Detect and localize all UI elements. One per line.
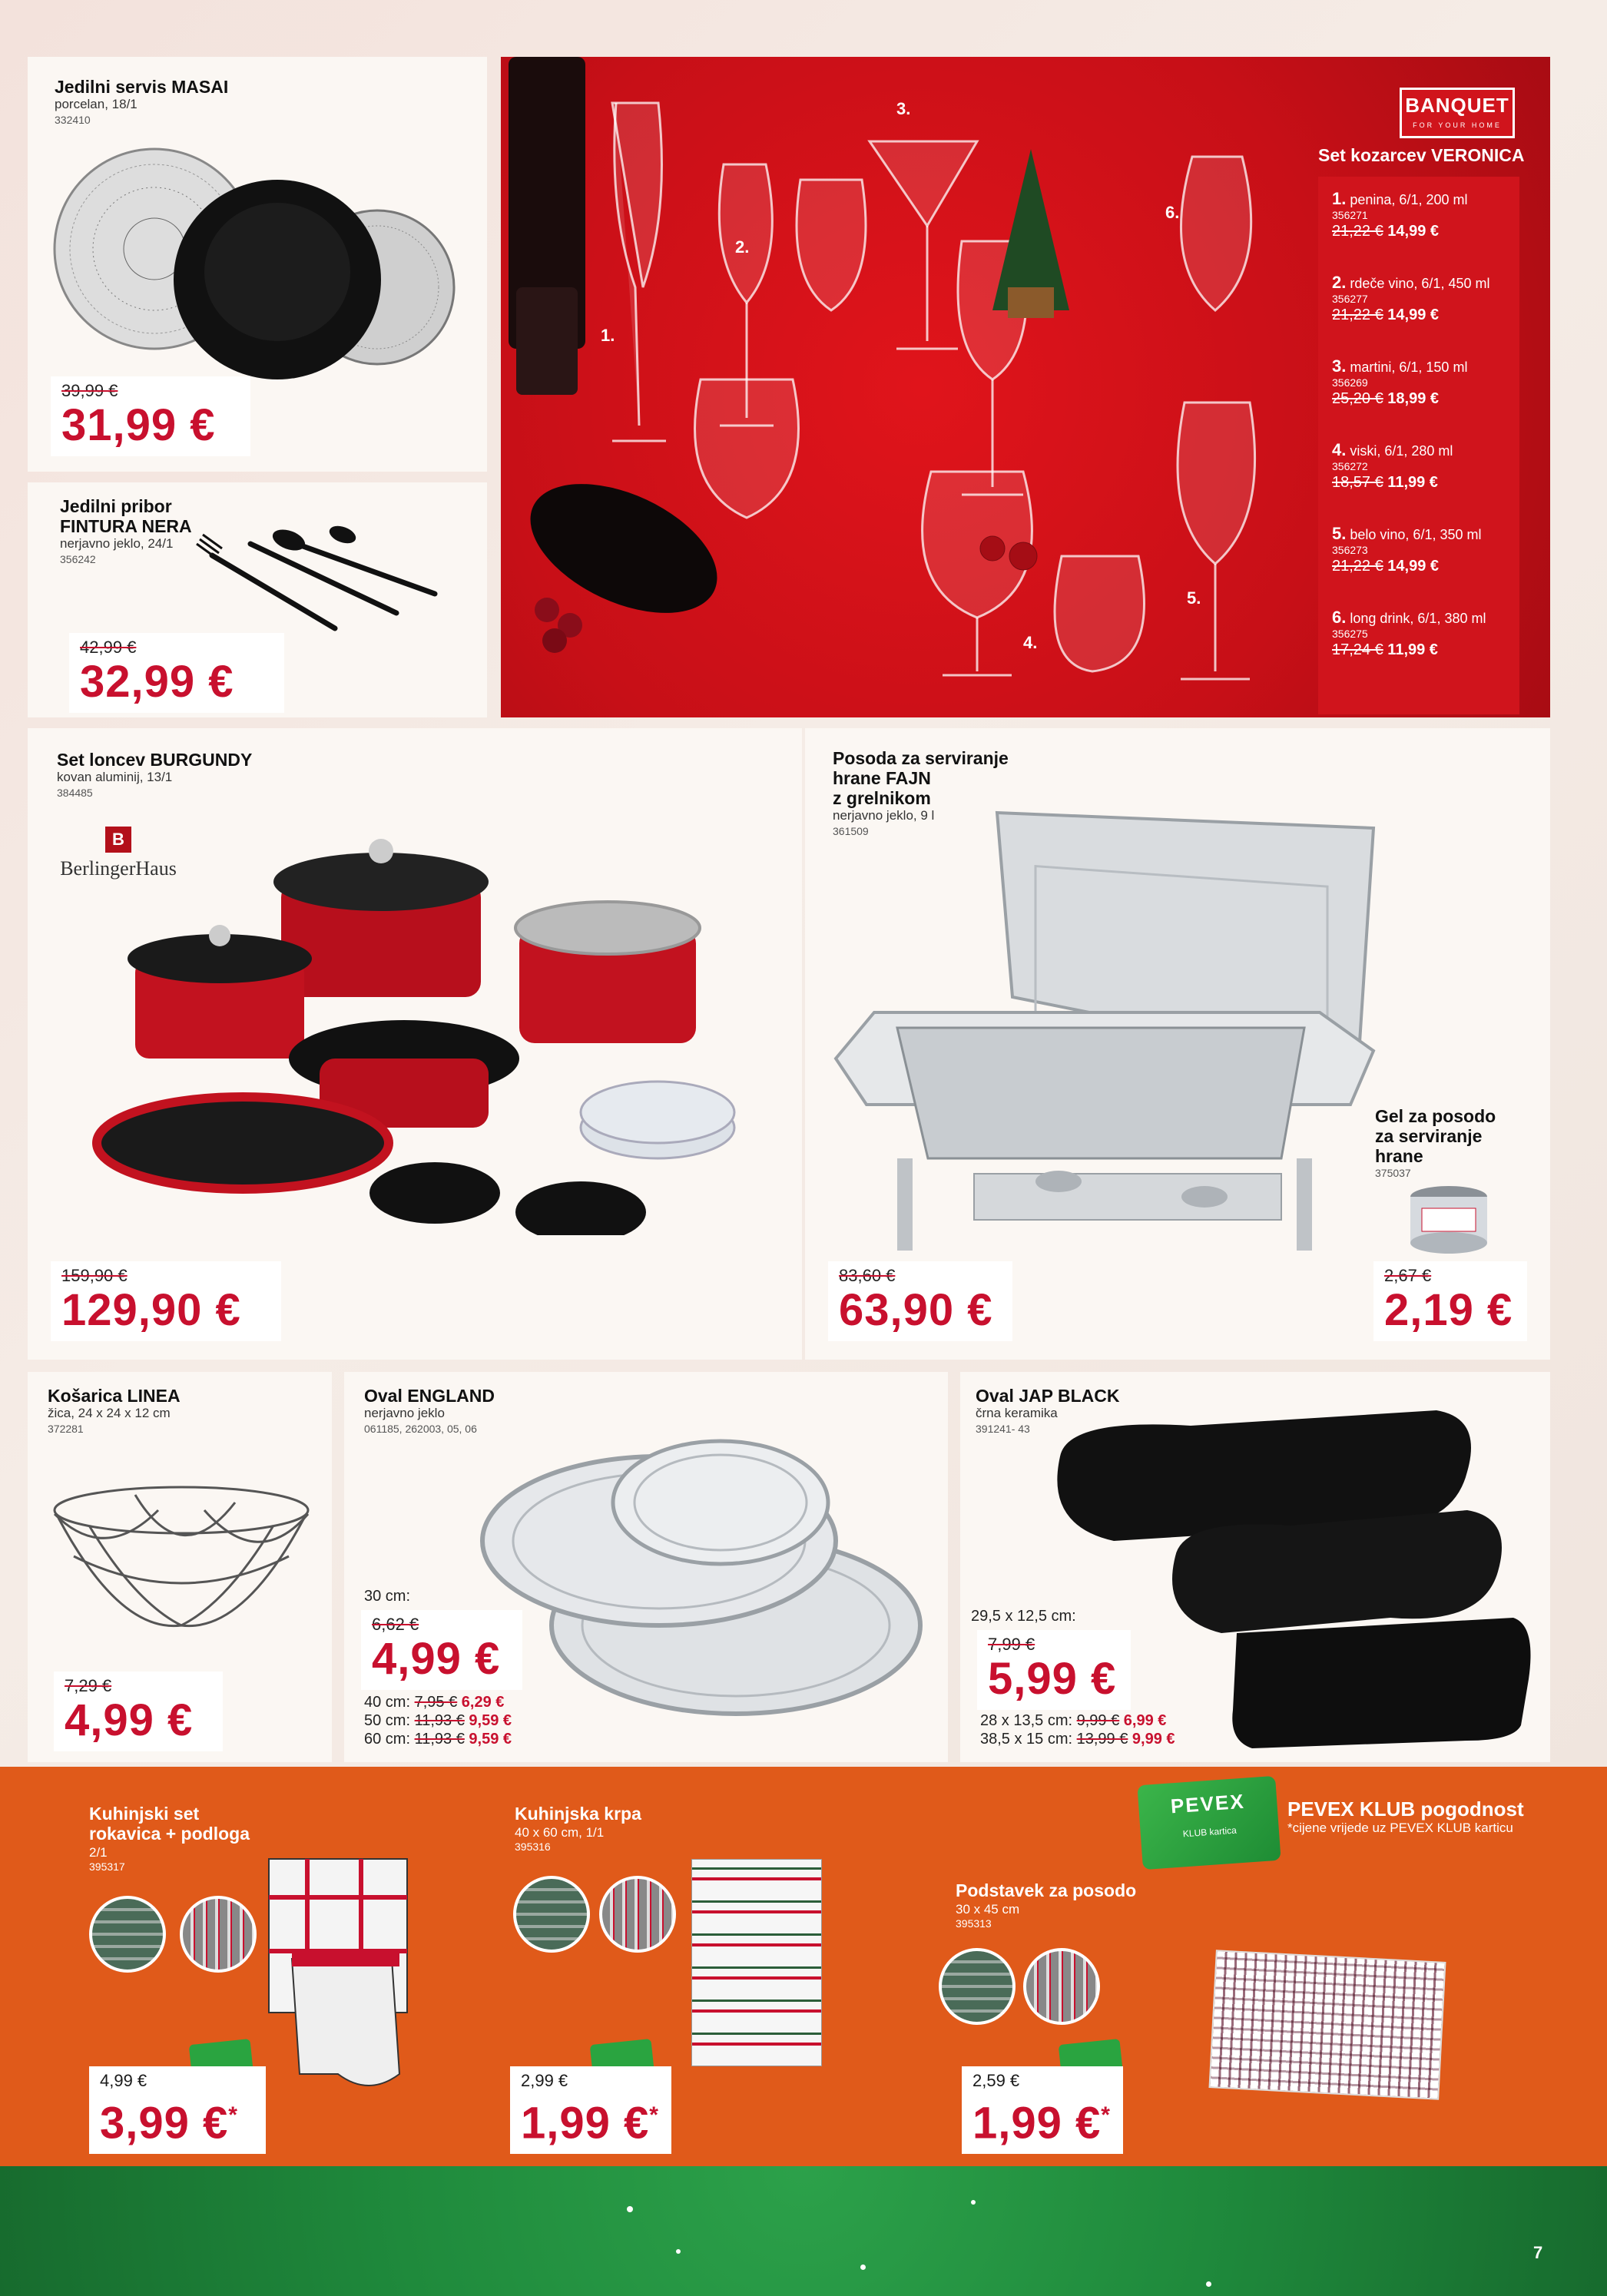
veronica-item	[1332, 191, 1467, 240]
old-price: 7,99 €	[988, 1635, 1035, 1654]
banquet-logo	[1400, 88, 1515, 138]
rokavica-title-line2: rokavica + podloga	[89, 1824, 250, 1844]
oven-mitt-image	[261, 1844, 430, 2097]
veronica-item	[1332, 442, 1453, 492]
brand-tagline: FOR YOUR HOME	[1413, 121, 1502, 129]
size: 40 cm:	[364, 1694, 411, 1711]
price-star: *	[1101, 2102, 1111, 2128]
item-new-price: 11,99 €	[1387, 641, 1438, 658]
product-sub: kovan aluminij, 13/1	[57, 770, 173, 784]
pots-image	[51, 805, 788, 1235]
size-price-list	[980, 1711, 1175, 1748]
line-new-price: 9,99 €	[1132, 1731, 1175, 1748]
club-title: PEVEX KLUB pogodnost	[1287, 1797, 1524, 1821]
item-old-price: 21,22 €	[1332, 223, 1383, 240]
old-price: 2,67 €	[1384, 1266, 1432, 1285]
placemat-image	[1208, 1950, 1446, 2099]
price-star: *	[228, 2102, 238, 2128]
item-code: 356271	[1332, 209, 1368, 221]
item-desc	[1332, 609, 1486, 627]
product-title: Set loncev BURGUNDY	[57, 750, 253, 770]
product-code: 332410	[55, 114, 91, 126]
item-old-price: 18,57 €	[1332, 474, 1383, 491]
plates-image	[39, 103, 469, 410]
photo-label-1: 1.	[601, 326, 615, 345]
product-sub: črna keramika	[976, 1406, 1058, 1420]
photo-label-6: 6.	[1165, 203, 1180, 222]
product-title-line3: z grelnikom	[833, 788, 931, 808]
veronica-item	[1332, 609, 1486, 659]
item-new-price: 11,99 €	[1387, 474, 1438, 491]
product-sub: nerjavno jeklo, 24/1	[60, 536, 174, 551]
krpa-price-box	[510, 2066, 671, 2154]
old-price: 83,60 €	[839, 1266, 896, 1285]
new-price: 129,90 €	[61, 1285, 241, 1335]
new-price: 4,99 €	[65, 1695, 194, 1745]
brand-name: BANQUET	[1405, 94, 1509, 117]
item-prices	[1332, 222, 1467, 240]
product-title: Oval JAP BLACK	[976, 1386, 1120, 1406]
size-label: 29,5 x 12,5 cm:	[971, 1608, 1076, 1625]
price-box	[51, 1261, 281, 1341]
price-box	[54, 1671, 223, 1751]
swatch-green-plaid[interactable]	[939, 1948, 1016, 2025]
wire-basket-image	[43, 1479, 320, 1633]
product-code: 356242	[60, 553, 96, 565]
rokavica-title	[89, 1804, 250, 1844]
gel-can-image	[1403, 1181, 1495, 1258]
glasses-photo	[501, 57, 1315, 717]
product-code: 372281	[48, 1423, 84, 1435]
item-text: martini, 6/1, 150 ml	[1350, 359, 1468, 375]
line-old-price: 9,99 €	[1076, 1712, 1120, 1729]
gel-code: 375037	[1375, 1167, 1411, 1179]
size: 50 cm:	[364, 1712, 411, 1729]
podstavek-title: Podstavek za posodo	[956, 1880, 1137, 1900]
line-new-price: 6,29 €	[461, 1694, 505, 1711]
product-title: Jedilni servis MASAI	[55, 77, 229, 97]
gel-title: Gel za posodo	[1375, 1106, 1496, 1126]
linea-card	[28, 1372, 332, 1762]
swatch-green-plaid[interactable]	[513, 1876, 590, 1953]
item-desc	[1332, 274, 1489, 292]
product-title: Posoda za serviranje	[833, 748, 1009, 768]
old-price: 39,99 €	[61, 381, 118, 400]
new-price: 5,99 €	[988, 1654, 1117, 1704]
item-prices	[1332, 306, 1489, 324]
towel-image	[691, 1859, 822, 2066]
item-text: viski, 6/1, 280 ml	[1350, 443, 1453, 459]
old-price: 4,99 €	[100, 2071, 147, 2090]
item-prices	[1332, 557, 1481, 575]
podstavek-price-box	[962, 2066, 1123, 2154]
product-code: 361509	[833, 825, 869, 837]
product-title-line2: FINTURA NERA	[60, 516, 192, 536]
item-old-price: 25,20 €	[1332, 390, 1383, 407]
krpa-title: Kuhinjska krpa	[515, 1804, 641, 1824]
item-number: 4.	[1332, 440, 1347, 459]
rokavica-price-box	[89, 2066, 266, 2154]
line-old-price: 7,95 €	[414, 1694, 458, 1711]
item-prices	[1332, 473, 1453, 492]
new-price	[521, 2091, 661, 2148]
line-new-price: 9,59 €	[469, 1731, 512, 1748]
item-number: 6.	[1332, 608, 1347, 627]
product-title: Jedilni pribor	[60, 496, 172, 516]
item-desc	[1332, 358, 1467, 376]
old-price: 6,62 €	[372, 1615, 419, 1634]
gel-title-line2: za serviranje	[1375, 1126, 1483, 1146]
veronica-item	[1332, 525, 1481, 575]
photo-label-5: 5.	[1187, 588, 1201, 608]
item-new-price: 18,99 €	[1387, 390, 1440, 407]
size-price-line	[980, 1730, 1175, 1748]
old-price: 42,99 €	[80, 638, 137, 657]
size: 38,5 x 15 cm:	[980, 1731, 1073, 1748]
product-sub: nerjavno jeklo	[364, 1406, 445, 1420]
england-card	[344, 1372, 948, 1762]
item-code: 356272	[1332, 460, 1368, 472]
jap-card	[960, 1372, 1550, 1762]
rokavica-sub: 2/1	[89, 1845, 108, 1860]
old-price: 159,90 €	[61, 1266, 128, 1285]
new-price	[100, 2091, 255, 2148]
price-value: 1,99 €	[972, 2098, 1102, 2149]
brand-name: BerlingerHaus	[60, 857, 177, 880]
price-box	[361, 1610, 522, 1690]
item-new-price: 14,99 €	[1387, 223, 1440, 240]
krpa-sub: 40 x 60 cm, 1/1	[515, 1825, 605, 1840]
product-sub: nerjavno jeklo, 9 l	[833, 808, 935, 823]
price-box	[69, 633, 284, 713]
product-code: 061185, 262003, 05, 06	[364, 1423, 477, 1435]
gel-price-box	[1373, 1261, 1527, 1341]
item-code: 356269	[1332, 376, 1368, 389]
price-box	[977, 1630, 1131, 1710]
item-old-price: 21,22 €	[1332, 306, 1383, 323]
line-new-price: 6,99 €	[1123, 1712, 1167, 1729]
product-title: Oval ENGLAND	[364, 1386, 495, 1406]
krpa-code: 395316	[515, 1840, 551, 1853]
price-box	[51, 376, 250, 456]
swatch-green-plaid[interactable]	[89, 1896, 166, 1973]
berlingerhaus-logo: B BerlingerHaus	[57, 827, 180, 880]
photo-label-3: 3.	[896, 99, 911, 118]
gel-title-line3: hrane	[1375, 1146, 1423, 1166]
item-code: 356277	[1332, 293, 1368, 305]
product-title-line2: hrane FAJN	[833, 768, 931, 788]
veronica-item	[1332, 274, 1489, 324]
card-sub: KLUB kartica	[1182, 1824, 1238, 1840]
size-price-line	[364, 1693, 512, 1711]
old-price: 2,59 €	[972, 2071, 1020, 2090]
line-old-price: 13,99 €	[1076, 1731, 1128, 1748]
line-new-price: 9,59 €	[469, 1712, 512, 1729]
pevex-card-image	[1137, 1776, 1281, 1870]
item-text: belo vino, 6/1, 350 ml	[1350, 527, 1482, 542]
line-old-price: 11,93 €	[414, 1731, 465, 1748]
size-price-line	[980, 1711, 1175, 1730]
photo-label-4: 4.	[1023, 633, 1038, 652]
masai-card	[28, 57, 487, 472]
item-prices	[1332, 389, 1467, 408]
size: 60 cm:	[364, 1731, 411, 1748]
club-note: *cijene vrijede uz PEVEX KLUB karticu	[1287, 1821, 1513, 1835]
oval-trays-image	[467, 1418, 936, 1725]
item-old-price: 21,22 €	[1332, 558, 1383, 575]
product-sub: porcelan, 18/1	[55, 97, 138, 111]
pevex-club-band	[0, 1767, 1607, 2166]
new-price: 63,90 €	[839, 1285, 993, 1335]
page-number: 7	[1533, 2243, 1543, 2262]
new-price: 31,99 €	[61, 400, 216, 450]
new-price: 4,99 €	[372, 1634, 501, 1684]
swatch-grey-plaid[interactable]	[180, 1896, 257, 1973]
fajn-price-box	[828, 1261, 1012, 1341]
fajn-card	[805, 728, 1550, 1360]
size-label: 30 cm:	[364, 1588, 411, 1605]
size: 28 x 13,5 cm:	[980, 1712, 1073, 1729]
photo-label-2: 2.	[735, 237, 750, 257]
item-desc	[1332, 191, 1467, 208]
burgundy-card	[28, 728, 802, 1360]
veronica-card	[501, 57, 1550, 717]
item-old-price: 17,24 €	[1332, 641, 1383, 658]
swatch-grey-plaid[interactable]	[1023, 1948, 1100, 2025]
item-number: 5.	[1332, 524, 1347, 543]
veronica-title: Set kozarcev VERONICA	[1318, 145, 1525, 165]
item-number: 3.	[1332, 356, 1347, 376]
chafing-dish-image	[820, 805, 1404, 1281]
price-star: *	[649, 2102, 659, 2128]
footer-band	[0, 2166, 1607, 2296]
new-price	[972, 2091, 1112, 2148]
product-code: 391241- 43	[976, 1423, 1030, 1435]
card-brand: PEVEX	[1169, 1789, 1246, 1818]
price-value: 3,99 €	[100, 2098, 229, 2149]
item-code: 356275	[1332, 628, 1368, 640]
size-price-line	[364, 1730, 512, 1748]
product-title: Košarica LINEA	[48, 1386, 181, 1406]
old-price: 7,29 €	[65, 1676, 112, 1695]
rokavica-code: 395317	[89, 1860, 125, 1873]
fintura-card	[28, 482, 487, 717]
swatch-grey-plaid[interactable]	[599, 1876, 676, 1953]
podstavek-code: 395313	[956, 1917, 992, 1930]
product-code: 384485	[57, 787, 93, 799]
item-desc	[1332, 525, 1481, 543]
old-price: 2,99 €	[521, 2071, 568, 2090]
cutlery-image	[181, 513, 473, 636]
item-text: penina, 6/1, 200 ml	[1350, 192, 1468, 207]
item-new-price: 14,99 €	[1387, 558, 1440, 575]
veronica-item	[1332, 358, 1467, 408]
item-code: 356273	[1332, 544, 1368, 556]
price-value: 1,99 €	[521, 2098, 650, 2149]
item-number: 2.	[1332, 273, 1347, 292]
product-sub: žica, 24 x 24 x 12 cm	[48, 1406, 171, 1420]
line-old-price: 11,93 €	[414, 1712, 465, 1729]
new-price: 32,99 €	[80, 657, 234, 707]
veronica-list	[1318, 177, 1519, 714]
size-price-list	[364, 1693, 512, 1748]
size-price-line	[364, 1711, 512, 1730]
item-prices	[1332, 641, 1486, 659]
item-desc	[1332, 442, 1453, 459]
item-new-price: 14,99 €	[1387, 306, 1440, 323]
podstavek-sub: 30 x 45 cm	[956, 1902, 1020, 1917]
item-number: 1.	[1332, 189, 1347, 208]
new-price: 2,19 €	[1384, 1285, 1513, 1335]
rokavica-title-line1: Kuhinjski set	[89, 1804, 200, 1824]
item-text: rdeče vino, 6/1, 450 ml	[1350, 276, 1490, 291]
item-text: long drink, 6/1, 380 ml	[1350, 611, 1486, 626]
